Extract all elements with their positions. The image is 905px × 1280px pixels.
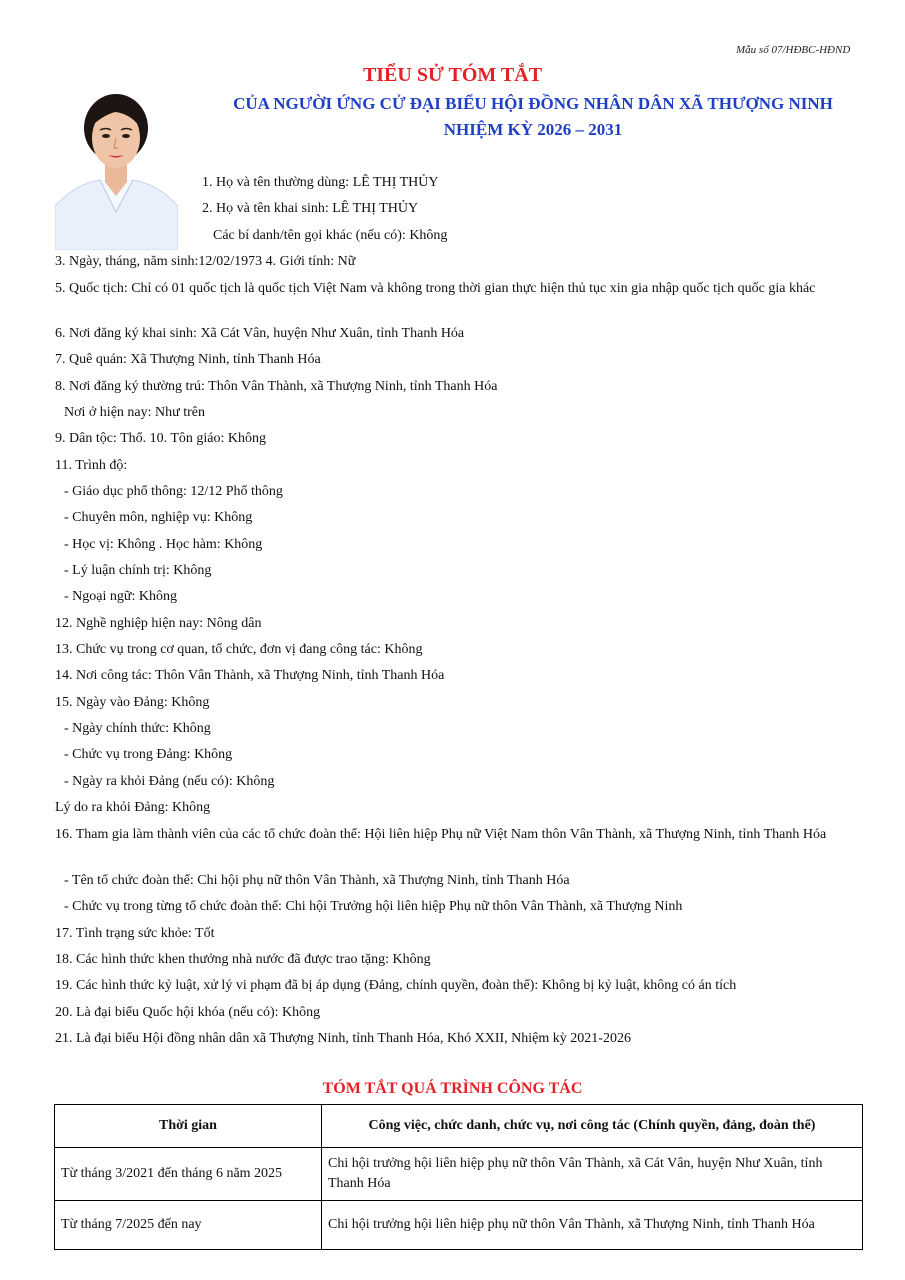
item-party-join: 15. Ngày vào Đảng: Không (55, 695, 210, 710)
item-political-theory: - Lý luận chính trị: Không (64, 563, 212, 578)
item-common-name: 1. Họ và tên thường dùng: LÊ THỊ THỦY (202, 175, 439, 190)
item-party-leave-reason: Lý do ra khỏi Đảng: Không (55, 800, 211, 815)
table-row (55, 1148, 863, 1201)
item-workplace: 14. Nơi công tác: Thôn Vân Thành, xã Thượng Ninh, tỉnh Thanh Hóa (55, 668, 445, 683)
item-permanent-residence: 8. Nơi đăng ký thường trú: Thôn Vân Thành, xã Thượng Ninh, tỉnh Thanh Hóa (55, 379, 498, 394)
table-cell-time: Từ tháng 7/2025 đến nay (55, 1201, 322, 1250)
table-cell-job: Chi hội trưởng hội liên hiệp phụ nữ thôn Vân Thành, xã Cát Vân, huyện Như Xuân, tỉnh Thanh Hóa (322, 1148, 863, 1201)
item-birth-registration: 6. Nơi đăng ký khai sinh: Xã Cát Vân, huyện Như Xuân, tỉnh Thanh Hóa (55, 326, 465, 341)
table-cell-time: Từ tháng 3/2021 đến tháng 6 năm 2025 (55, 1148, 322, 1201)
item-party-leave-date: - Ngày ra khỏi Đảng (nếu có): Không (64, 774, 275, 789)
table-header-row (55, 1105, 863, 1148)
item-nationality: 5. Quốc tịch: Chỉ có 01 quốc tịch là quốc tịch Việt Nam và không trong thời gian thực hiện thủ tục xin gia nhập quốc tịch quốc gia khác (55, 281, 816, 296)
item-party-official: - Ngày chính thức: Không (64, 721, 211, 736)
work-history-table (54, 1104, 863, 1250)
item-occupation: 12. Nghề nghiệp hiện nay: Nông dân (55, 616, 262, 631)
item-education-heading: 11. Trình độ: (55, 458, 128, 473)
table-row (55, 1201, 863, 1250)
document-title: TIỂU SỬ TÓM TẮT (362, 64, 543, 86)
item-discipline: 19. Các hình thức kỷ luật, xử lý vi phạm đã bị áp dụng (Đảng, chính quyền, đoàn thể): Không bị kỷ luật, không có án tích (55, 978, 737, 993)
column-header-job: Công việc, chức danh, chức vụ, nơi công tác (Chính quyền, đảng, đoàn thể) (322, 1105, 863, 1148)
item-position: 13. Chức vụ trong cơ quan, tổ chức, đơn vị đang công tác: Không (55, 642, 423, 657)
item-foreign-language: - Ngoại ngữ: Không (64, 589, 177, 604)
item-organization-name: - Tên tổ chức đoàn thể: Chi hội phụ nữ thôn Vân Thành, xã Thượng Ninh, tỉnh Thanh Hóa (64, 873, 570, 888)
item-degree: - Học vị: Không . Học hàm: Không (64, 537, 263, 552)
table-cell-job: Chi hội trưởng hội liên hiệp phụ nữ thôn Vân Thành, xã Thượng Ninh, tỉnh Thanh Hóa (322, 1201, 863, 1250)
item-birthdate-gender: 3. Ngày, tháng, năm sinh:12/02/1973 4. Giới tính: Nữ (55, 254, 356, 269)
item-organization-position: - Chức vụ trong từng tổ chức đoàn thể: Chi hội Trưởng hội liên hiệp Phụ nữ thôn Vân Thành, xã Thượng Ninh (64, 899, 683, 914)
item-birth-name: 2. Họ và tên khai sinh: LÊ THỊ THỦY (202, 201, 419, 216)
item-professional: - Chuyên môn, nghiệp vụ: Không (64, 510, 253, 525)
item-general-education: - Giáo dục phổ thông: 12/12 Phổ thông (64, 484, 283, 499)
form-code: Mẫu số 07/HĐBC-HĐND (736, 44, 851, 56)
item-national-assembly: 20. Là đại biểu Quốc hội khóa (nếu có): Không (55, 1005, 321, 1020)
document-subtitle: CỦA NGƯỜI ỨNG CỬ ĐẠI BIỂU HỘI ĐỒNG NHÂN DÂN XÃ THƯỢNG NINH (233, 94, 833, 113)
item-organizations: 16. Tham gia làm thành viên của các tổ chức đoàn thể: Hội liên hiệp Phụ nữ Việt Nam thôn Vân Thành, xã Thượng Ninh, tỉnh Thanh Hóa (55, 827, 827, 842)
item-people-council: 21. Là đại biểu Hội đồng nhân dân xã Thượng Ninh, tỉnh Thanh Hóa, Khó XXII, Nhiệm kỳ 2021-2026 (55, 1031, 631, 1046)
work-history-title: TÓM TẮT QUÁ TRÌNH CÔNG TÁC (322, 1080, 583, 1097)
item-ethnicity-religion: 9. Dân tộc: Thổ. 10. Tôn giáo: Không (55, 431, 267, 446)
item-current-residence: Nơi ở hiện nay: Như trên (64, 405, 205, 420)
item-aliases: Các bí danh/tên gọi khác (nếu có): Không (213, 228, 448, 243)
item-party-position: - Chức vụ trong Đảng: Không (64, 747, 233, 762)
document-term: NHIỆM KỲ 2026 – 2031 (443, 120, 623, 139)
item-hometown: 7. Quê quán: Xã Thượng Ninh, tỉnh Thanh Hóa (55, 352, 321, 367)
portrait-photo (55, 88, 178, 250)
column-header-time: Thời gian (55, 1105, 322, 1148)
item-awards: 18. Các hình thức khen thưởng nhà nước đã được trao tặng: Không (55, 952, 431, 967)
item-health: 17. Tình trạng sức khỏe: Tốt (55, 926, 215, 941)
